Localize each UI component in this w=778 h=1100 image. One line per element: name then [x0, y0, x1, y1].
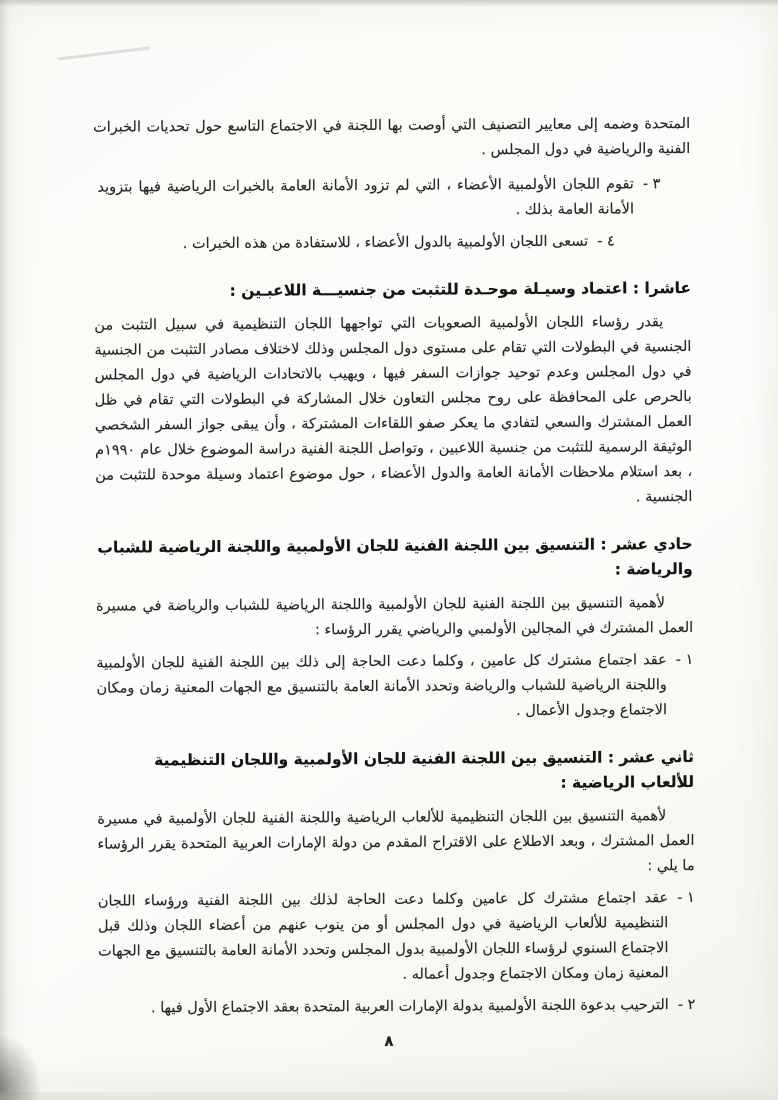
section-heading-twelfth: ثاني عشر : التنسيق بين اللجنة الفنية للجان الأولمبية واللجان التنظيمية للألعاب الرياضية :	[154, 747, 695, 792]
continuation-paragraph: المتحدة وضمه إلى معايير التصنيف التي أوصت بها اللجنة في الاجتماع التاسع حول تحديات الخبرات الفنية والرياضية في دول المجلس .	[93, 115, 691, 159]
item-number: ٤ -	[597, 233, 615, 250]
list-item	[98, 886, 696, 990]
page-number: ٨	[384, 1032, 394, 1050]
item-text: الترحيب بدعوة اللجنة الأولمبية بدولة الإمارات العربية المتحدة بعقد الاجتماع الأول فيها .	[150, 997, 669, 1017]
section-items	[98, 886, 696, 1022]
list-item	[97, 172, 660, 225]
list-item	[134, 229, 615, 257]
section-heading-tenth: عاشرا : اعتماد وسيـلة موحـدة للتثبت من جنسيـــة اللاعبـين :	[229, 278, 692, 300]
list-item	[98, 993, 695, 1022]
item-text: تسعى اللجان الأولمبية بالدول الأعضاء ، للاستفادة من هذه الخبرات .	[182, 233, 589, 253]
scan-edge-shadow-left	[0, 0, 10, 1092]
item-text: عقد اجتماع مشترك كل عامين ، وكلما دعت الحاجة إلى ذلك بين اللجنة الفنية للجان الأولمبية واللجنة الرياضية للشباب والرياضة وتحدد الأمانة العامة بالتنسيق مع الجهات المعنية زمان ومكان الاجتماع وجدول الأعمال .	[96, 652, 668, 720]
section-paragraph: لأهمية التنسيق بين اللجنة الفنية للجان الأولمبية واللجنة الرياضية للشباب والرياضة في مسيرة العمل المشترك في المجالين الأولمبي والرياضي يقرر الرؤساء :	[95, 595, 694, 639]
document-content	[93, 112, 696, 1022]
item-number: ١ -	[675, 651, 694, 669]
item-number: ٢ -	[677, 996, 696, 1014]
list-item	[96, 648, 693, 727]
section-paragraph: لأهمية التنسيق بين اللجان التنظيمية للألعاب الرياضية واللجنة الفنية للجان الأولمبية في مسيرة العمل المشترك ، وبعد الاطلاع على الاقتراح المقدم من دولة الإمارات العربية المتحدة يقرر الرؤساء ما يلي :	[97, 808, 695, 875]
section-paragraph: يقدر رؤساء اللجان الأولمبية الصعوبات التي تواجهها اللجان التنظيمية في سبيل التثبت من الجنسية في البطولات التي تقام على مستوى دول المجلس وذلك لاختلاف مصادر التثبت من الجنسية في دول المجلس وعدم توحيد جوازات السفر فيها ، ويهيب بالاتحادات الرياضية في دول المجلس بالحرص على المحافظة على روح مجلس التعاون خلال المشاركة في البطولات التي تقام في ظل العمل المشترك والسعي لتفادي ما يعكر صفو اللقاءات المشتركة ، وأن يبقى جواز السفر الشخصي الوثيقة الرسمية للتثبت من جنسية اللاعبين ، وتواصل اللجنة الفنية دراسة الموضوع خلال عام ١٩٩٠م ، بعد استلام ملاحظات الأمانة العامة والدول الأعضاء ، حول موضوع اعتماد وسيلة موحدة للتثبت من الجنسية .	[94, 314, 693, 506]
scan-streak-artifact	[58, 46, 150, 60]
item-number: ١ -	[677, 889, 695, 907]
scan-edge-shadow-top	[0, 0, 778, 7]
item-text: عقد اجتماع مشترك كل عامين وكلما دعت الحاجة لذلك بين اللجنة الفنية ورؤساء اللجان التنظيمية للألعاب الرياضية في دول المجلس أو من ينوب عنهم من أعضاء اللجان وذلك قبل الاجتماع السنوي لرؤساء اللجان الأولمبية بدول المجلس وتحدد الأمانة العامة بالتنسيق مع الجهات المعنية زمان ومكان الاجتماع وجدول أعماله .	[97, 890, 669, 983]
item-text: تقوم اللجان الأولمبية الأعضاء ، التي لم تزود الأمانة العامة بالخبرات الرياضية فيها بتزويد الأمانة العامة بذلك .	[97, 176, 635, 219]
section-items	[96, 648, 693, 727]
section-heading-eleventh: حادي عشر : التنسيق بين اللجنة الفنية للجان الأولمبية واللجنة الرياضية للشباب والرياضة :	[97, 534, 693, 579]
item-number: ٣ -	[642, 176, 661, 193]
